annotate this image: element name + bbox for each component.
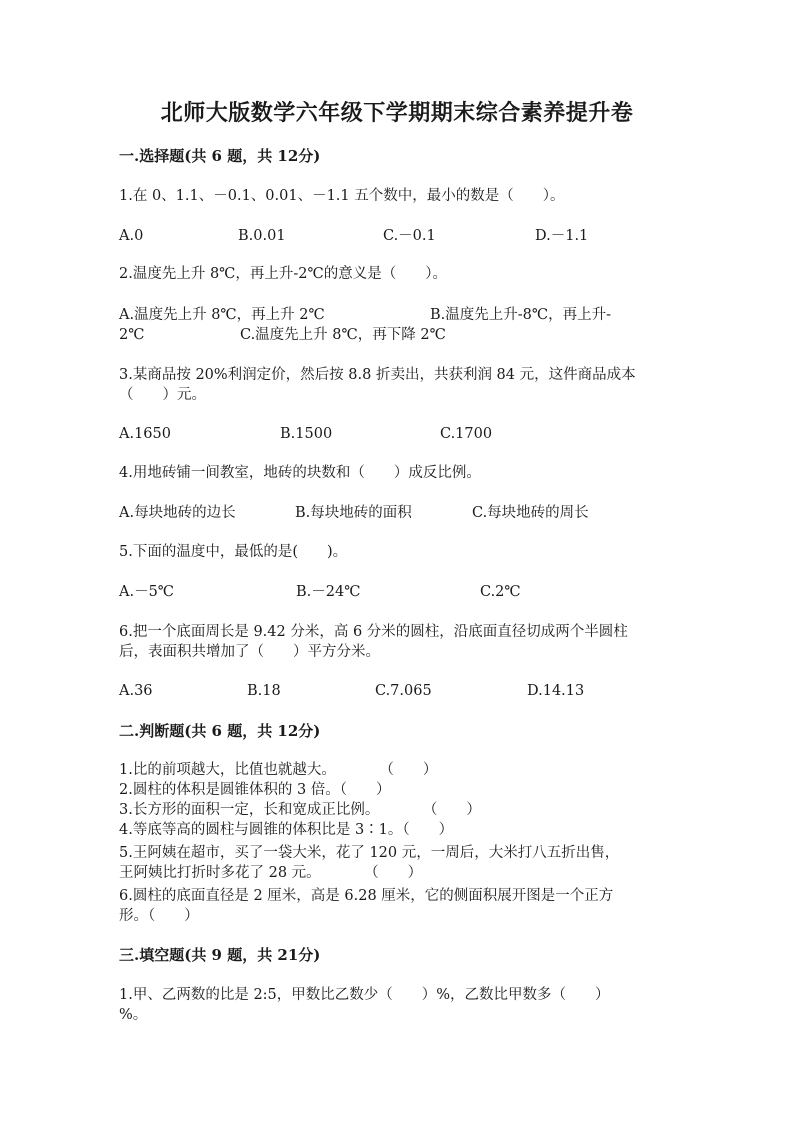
judgement-item-continued: 形。（ ） [119, 908, 199, 924]
q2-option-c: C.温度先上升 8℃，再下降 2℃ [240, 327, 446, 343]
judgement-item: 2.圆柱的体积是圆锥体积的 3 倍。（ ） [119, 782, 391, 798]
q4-option-b: B.每块地砖的面积 [295, 505, 412, 521]
judgement-item-continued: 王阿姨比打折时多花了 28 元。 （ ） [119, 865, 423, 881]
section-heading-choice: 一.选择题(共 6 题，共 12分) [119, 147, 321, 165]
q2-option-b: B.温度先上升-8℃，再上升- [430, 307, 612, 323]
q6-option-a: A.36 [119, 683, 153, 699]
q3-option-b: B.1500 [280, 426, 333, 442]
judgement-item: 5.王阿姨在超市，买了一袋大米，花了 120 元，一周后，大米打八五折出售， [119, 845, 620, 861]
judgement-item: 4.等底等高的圆柱与圆锥的体积比是 3∶1。（ ） [119, 822, 454, 838]
q2-option-b-continued: 2℃ [119, 327, 145, 343]
section-heading-fill-in: 三.填空题(共 9 题，共 21分) [119, 946, 321, 964]
question-2-stem: 2.温度先上升 8℃，再上升-2℃的意义是（ ）。 [119, 266, 447, 282]
q6-option-d: D.14.13 [527, 683, 585, 699]
q1-option-c: C.－0.1 [383, 228, 436, 244]
question-4-stem: 4.用地砖铺一间教室，地砖的块数和（ ）成反比例。 [119, 465, 481, 481]
judgement-item: 1.比的前项越大，比值也就越大。 （ ） [119, 762, 438, 778]
question-6-stem-line-1: 6.把一个底面周长是 9.42 分米，高 6 分米的圆柱，沿底面直径切成两个半圆柱 [119, 624, 628, 640]
judgement-item: 6.圆柱的底面直径是 2 厘米，高是 6.28 厘米，它的侧面积展开图是一个正方 [119, 888, 614, 904]
q1-option-a: A.0 [119, 228, 144, 244]
q3-option-a: A.1650 [119, 426, 171, 442]
fill-in-question-1-line-1: 1.甲、乙两数的比是 2:5，甲数比乙数少（ ）%，乙数比甲数多（ ） [119, 987, 610, 1003]
q5-option-b: B.－24℃ [296, 584, 361, 600]
q2-option-a: A.温度先上升 8℃，再上升 2℃ [119, 307, 325, 323]
question-1-stem: 1.在 0、1.1、－0.1、0.01、－1.1 五个数中，最小的数是（ ）。 [119, 188, 565, 204]
question-5-stem: 5.下面的温度中，最低的是( )。 [119, 544, 348, 560]
q4-option-a: A.每块地砖的边长 [119, 505, 236, 521]
q6-option-b: B.18 [247, 683, 281, 699]
question-3-stem-line-2: （ ）元。 [119, 387, 206, 403]
q3-option-c: C.1700 [440, 426, 493, 442]
page-title: 北师大版数学六年级下学期期末综合素养提升卷 [160, 100, 634, 126]
q1-option-d: D.－1.1 [535, 228, 589, 244]
q4-option-c: C.每块地砖的周长 [472, 505, 589, 521]
question-3-stem-line-1: 3.某商品按 20%利润定价，然后按 8.8 折卖出，共获利润 84 元，这件商品成本 [119, 367, 636, 383]
q5-option-a: A.－5℃ [119, 584, 175, 600]
fill-in-question-1-line-2: %。 [119, 1007, 148, 1023]
judgement-item: 3.长方形的面积一定，长和宽成正比例。 （ ） [119, 802, 481, 818]
question-6-stem-line-2: 后，表面积共增加了（ ）平方分米。 [119, 644, 380, 660]
q1-option-b: B.0.01 [238, 228, 286, 244]
section-heading-judgement: 二.判断题(共 6 题，共 12分) [119, 722, 321, 740]
q5-option-c: C.2℃ [480, 584, 521, 600]
q6-option-c: C.7.065 [375, 683, 432, 699]
